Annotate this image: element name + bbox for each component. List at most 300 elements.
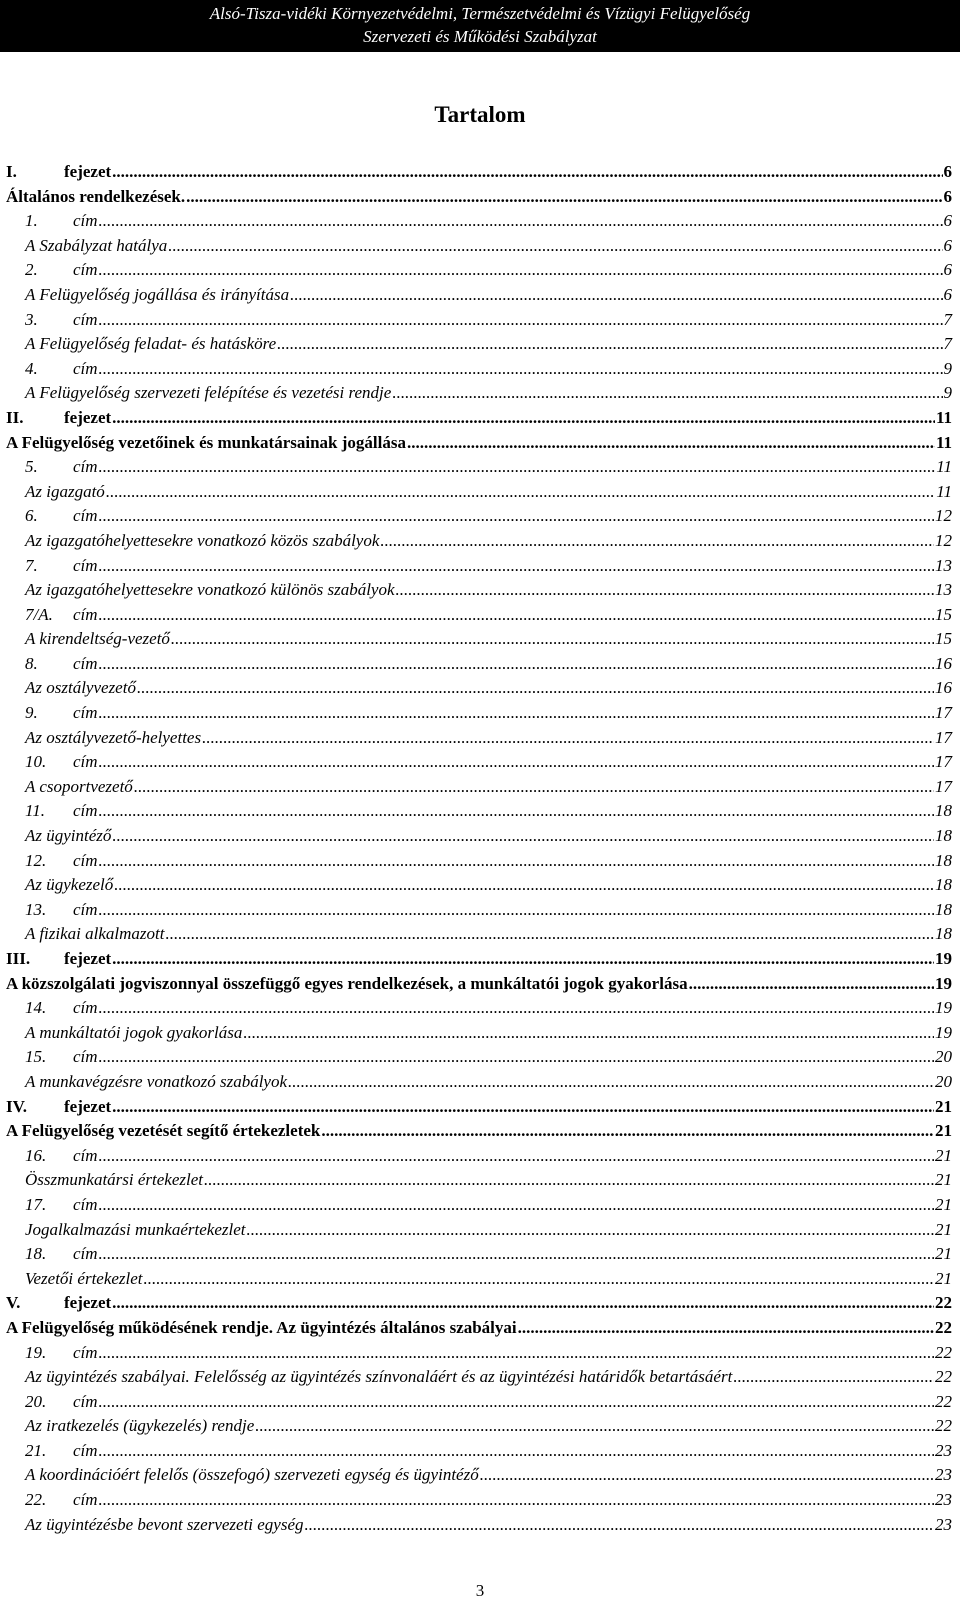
toc-entry-page: 22: [935, 1367, 952, 1387]
dot-leader: [99, 554, 934, 579]
toc-entry-text: A koordinációért felelős (összefogó) szervezeti egység és ügyintéző: [25, 1465, 479, 1485]
toc-entry-text: A munkavégzésre vonatkozó szabályok: [25, 1071, 288, 1091]
toc-entry-number: 6.: [25, 506, 38, 526]
toc-entry-label: [25, 1513, 304, 1538]
toc-entry-label: [25, 1070, 287, 1095]
toc-entry[interactable]: [6, 1045, 952, 1070]
toc-entry-text: cím: [73, 752, 98, 772]
toc-entry-label: [25, 1021, 242, 1046]
toc-entry[interactable]: [6, 406, 952, 431]
toc-entry-label: [25, 603, 98, 628]
toc-entry-label: [25, 209, 98, 234]
dot-leader: [243, 1021, 934, 1046]
toc-entry-text: A fizikai alkalmazott: [25, 924, 165, 944]
toc-entry-page: 6: [943, 211, 952, 231]
toc-entry-label: [25, 1439, 98, 1464]
running-header: [0, 0, 960, 52]
dot-leader: [99, 504, 934, 529]
dot-leader: [518, 1316, 934, 1341]
toc-entry-label: [6, 1316, 517, 1341]
dot-leader: [290, 283, 942, 308]
toc-entry-page: 13: [935, 555, 952, 575]
dot-leader: [99, 603, 934, 628]
toc-entry-page: 20: [935, 1071, 952, 1091]
toc-entry-page: 18: [935, 801, 952, 821]
toc-entry-text: A Felügyelőség szervezeti felépítése és vezetési rendje: [25, 383, 392, 403]
toc-entry-number: 8.: [25, 653, 38, 673]
toc-entry-label: [25, 1488, 98, 1513]
toc-entry[interactable]: [6, 947, 952, 972]
toc-entry-text: Vezetői értekezlet: [25, 1268, 143, 1288]
toc-entry-text: Összmunkatársi értekezlet: [25, 1170, 204, 1190]
toc-entry-number: III.: [6, 949, 31, 968]
dot-leader: [144, 1267, 934, 1292]
toc-entry-text: A csoportvezető: [25, 776, 133, 796]
toc-entry-page: 20: [935, 1047, 952, 1067]
dot-leader: [99, 209, 943, 234]
toc-entry-label: [25, 898, 98, 923]
dot-leader: [99, 455, 936, 480]
toc-entry-text: A Felügyelőség feladat- és hatásköre: [25, 334, 277, 354]
toc-entry-text: cím: [73, 801, 98, 821]
toc-entry-number: 4.: [25, 358, 38, 378]
toc-entry[interactable]: [6, 1316, 952, 1341]
toc-entry-text: cím: [73, 899, 98, 919]
toc-entry[interactable]: [6, 652, 952, 677]
toc-entry[interactable]: [6, 234, 952, 259]
toc-entry-label: [25, 455, 98, 480]
toc-entry-number: 7/A.: [25, 604, 53, 624]
toc-entry[interactable]: [6, 209, 952, 234]
toc-entry-page: 13: [935, 580, 952, 600]
dot-leader: [168, 234, 942, 259]
toc-entry-page: 6: [943, 186, 952, 206]
toc-entry-page: 17: [935, 752, 952, 772]
dot-leader: [99, 1439, 934, 1464]
dot-leader: [288, 1070, 934, 1095]
toc-entry-number: 5.: [25, 457, 38, 477]
toc-entry-number: 10.: [25, 752, 47, 772]
toc-entry-number: 18.: [25, 1244, 47, 1264]
toc-entry[interactable]: [6, 824, 952, 849]
toc-entry[interactable]: [6, 578, 952, 603]
dot-leader: [480, 1463, 934, 1488]
toc-entry[interactable]: [6, 922, 952, 947]
dot-leader: [305, 1513, 934, 1538]
toc-entry-text: Az ügyintéző: [25, 826, 112, 846]
toc-entry-label: [25, 283, 289, 308]
dot-leader: [99, 357, 943, 382]
toc-entry[interactable]: [6, 1488, 952, 1513]
toc-entry-label: [25, 332, 276, 357]
toc-entry-text: cím: [73, 1145, 98, 1165]
toc-entry[interactable]: [6, 1390, 952, 1415]
dot-leader: [733, 1365, 934, 1390]
toc-entry-page: 17: [935, 703, 952, 723]
dot-leader: [99, 1045, 934, 1070]
toc-entry-label: [6, 1119, 320, 1144]
toc-entry-number: 7.: [25, 555, 38, 575]
toc-entry[interactable]: [6, 799, 952, 824]
toc-entry-text: fejezet: [64, 949, 112, 968]
dot-leader: [112, 1095, 934, 1120]
toc-entry[interactable]: [6, 676, 952, 701]
toc-entry[interactable]: [6, 627, 952, 652]
toc-entry[interactable]: [6, 972, 952, 997]
toc-entry-page: 9: [943, 358, 952, 378]
toc-title: Tartalom: [434, 102, 526, 127]
toc-entry-label: [25, 1463, 479, 1488]
toc-entry-text: cím: [73, 211, 98, 231]
toc-entry[interactable]: [6, 332, 952, 357]
toc-entry-page: 6: [943, 235, 952, 255]
toc-entry-page: 11: [936, 481, 952, 501]
toc-entry-text: cím: [73, 260, 98, 280]
toc-entry-page: 7: [943, 334, 952, 354]
toc-entry-page: 16: [935, 653, 952, 673]
dot-leader: [134, 775, 934, 800]
toc-entry-page: 18: [935, 850, 952, 870]
toc-entry[interactable]: [6, 849, 952, 874]
toc-entry-label: [25, 504, 98, 529]
toc-entry-number: 12.: [25, 850, 47, 870]
toc-entry[interactable]: [6, 504, 952, 529]
header-organization: Alsó-Tisza-vidéki Környezetvédelmi, Természetvédelmi és Vízügyi Felügyelőség: [209, 4, 751, 23]
toc-entry-text: cím: [73, 1194, 98, 1214]
dot-leader: [246, 1218, 934, 1243]
dot-leader: [277, 332, 942, 357]
toc-entry-text: cím: [73, 1047, 98, 1067]
toc-entry-text: cím: [73, 1391, 98, 1411]
toc-entry[interactable]: [6, 1439, 952, 1464]
toc-entry-page: 18: [935, 826, 952, 846]
toc-entry-page: 9: [943, 383, 952, 403]
toc-entry-page: 19: [935, 998, 952, 1018]
dot-leader: [99, 308, 943, 333]
toc-entry-page: 12: [935, 506, 952, 526]
dot-leader: [99, 1242, 934, 1267]
toc-entry-label: [25, 357, 98, 382]
toc-entry-page: 11: [935, 407, 952, 427]
toc-entry-page: 16: [935, 678, 952, 698]
toc-entry-number: II.: [6, 407, 24, 427]
toc-entry-page: 22: [935, 1293, 952, 1313]
toc-entry-number: 17.: [25, 1194, 47, 1214]
dot-leader: [112, 160, 942, 185]
toc-entry-page: 22: [935, 1342, 952, 1362]
dot-leader: [99, 258, 943, 283]
toc-entry[interactable]: [6, 1119, 952, 1144]
toc-entry[interactable]: [6, 431, 952, 456]
toc-entry[interactable]: [6, 1144, 952, 1169]
toc-entry-label: [25, 1341, 98, 1366]
dot-leader: [99, 799, 934, 824]
toc-entry-label: [6, 1291, 111, 1316]
toc-entry-text: cím: [73, 703, 98, 723]
toc-entry-page: 19: [935, 949, 952, 968]
toc-entry-label: [25, 922, 164, 947]
toc-entry[interactable]: [6, 898, 952, 923]
toc-entry[interactable]: [6, 1242, 952, 1267]
dot-leader: [99, 1193, 934, 1218]
dot-leader: [99, 750, 934, 775]
toc-entry-label: [6, 431, 406, 456]
dot-leader: [99, 1144, 934, 1169]
toc-entry-text: Az iratkezelés (ügykezelés) rendje: [25, 1416, 255, 1436]
toc-entry[interactable]: [6, 283, 952, 308]
toc-entry-label: [6, 160, 111, 185]
toc-entry-page: 18: [935, 875, 952, 895]
toc-entry[interactable]: [6, 258, 952, 283]
toc-entry-page: 15: [935, 629, 952, 649]
dot-leader: [99, 1341, 934, 1366]
toc-entry-text: cím: [73, 653, 98, 673]
toc-entry-label: [25, 1193, 98, 1218]
toc-entry-text: cím: [73, 457, 98, 477]
toc-entry-label: [25, 652, 98, 677]
toc-entry-page: 15: [935, 604, 952, 624]
toc-entry-text: A Felügyelőség működésének rendje. Az ügyintézés általános szabályai: [6, 1317, 517, 1337]
toc-entry-page: 17: [935, 776, 952, 796]
toc-entry-text: A Felügyelőség jogállása és irányítása: [25, 284, 290, 304]
dot-leader: [106, 480, 935, 505]
toc-entry-label: [25, 554, 98, 579]
dot-leader: [99, 898, 934, 923]
toc-entry-label: [25, 1218, 245, 1243]
toc-entry-number: 19.: [25, 1342, 47, 1362]
toc-entry-page: 6: [943, 162, 952, 181]
toc-entry[interactable]: [6, 1070, 952, 1095]
toc-entry-text: Az ügykezelő: [25, 875, 114, 895]
toc-entry-label: [25, 1144, 98, 1169]
dot-leader: [112, 947, 934, 972]
toc-entry-label: [25, 676, 136, 701]
toc-entry-label: [6, 947, 111, 972]
toc-entry[interactable]: [6, 1021, 952, 1046]
toc-entry-label: [25, 480, 105, 505]
toc-entry-page: 17: [935, 727, 952, 747]
toc-entry[interactable]: [6, 554, 952, 579]
toc-entry[interactable]: [6, 996, 952, 1021]
toc-entry-label: [25, 1168, 203, 1193]
toc-entry-label: [25, 996, 98, 1021]
dot-leader: [112, 824, 934, 849]
toc-entry-page: 18: [935, 924, 952, 944]
toc-entry-text: Az igazgatóhelyettesekre vonatkozó közös szabályok: [25, 530, 380, 550]
toc-entry-label: [25, 1414, 254, 1439]
dot-leader: [137, 676, 934, 701]
dot-leader: [99, 996, 934, 1021]
toc-entry-label: [25, 873, 113, 898]
toc-entry-number: V.: [6, 1293, 21, 1313]
toc-entry-text: cím: [73, 358, 98, 378]
toc-entry-text: cím: [73, 1244, 98, 1264]
toc-entry[interactable]: [6, 1513, 952, 1538]
toc-entry-label: [25, 258, 98, 283]
toc-entry-text: Az igazgatóhelyettesekre vonatkozó különös szabályok: [25, 580, 395, 600]
toc-entry-page: 22: [935, 1416, 952, 1436]
toc-entry-text: cím: [73, 998, 98, 1018]
dot-leader: [392, 381, 942, 406]
toc-entry-label: [25, 627, 170, 652]
toc-entry-label: [25, 1242, 98, 1267]
toc-entry-label: [25, 1390, 98, 1415]
table-of-contents: [6, 160, 952, 1537]
toc-entry-label: [25, 1045, 98, 1070]
toc-entry-number: 2.: [25, 260, 38, 280]
toc-entry-label: [25, 308, 98, 333]
dot-leader: [99, 1390, 934, 1415]
toc-entry[interactable]: [6, 750, 952, 775]
toc-entry-text: Jogalkalmazási munkaértekezlet: [25, 1219, 246, 1239]
dot-leader: [99, 1488, 934, 1513]
toc-entry-label: [25, 234, 167, 259]
toc-entry-page: 18: [935, 899, 952, 919]
dot-leader: [99, 652, 934, 677]
toc-entry[interactable]: [6, 480, 952, 505]
toc-entry-text: cím: [73, 555, 98, 575]
toc-entry[interactable]: [6, 1341, 952, 1366]
toc-entry-page: 11: [935, 432, 952, 452]
toc-entry-page: 21: [935, 1145, 952, 1165]
toc-entry-page: 19: [935, 1022, 952, 1042]
dot-leader: [689, 972, 934, 997]
toc-entry[interactable]: [6, 873, 952, 898]
toc-entry-number: 11.: [25, 801, 45, 821]
toc-entry-page: 21: [935, 1194, 952, 1214]
dot-leader: [255, 1414, 934, 1439]
toc-entry-label: [25, 750, 98, 775]
toc-entry-page: 23: [935, 1465, 952, 1485]
toc-entry-label: [25, 381, 391, 406]
toc-entry-text: cím: [73, 850, 98, 870]
toc-entry[interactable]: [6, 1365, 952, 1390]
toc-entry[interactable]: [6, 603, 952, 628]
toc-entry-label: [25, 775, 133, 800]
toc-entry-text: fejezet: [64, 162, 112, 181]
toc-entry-page: 21: [935, 1121, 952, 1141]
toc-entry-number: 16.: [25, 1145, 47, 1165]
toc-entry-page: 12: [935, 530, 952, 550]
toc-entry-number: 3.: [25, 309, 38, 329]
toc-entry-page: 11: [936, 457, 952, 477]
toc-entry-page: 7: [943, 309, 952, 329]
toc-entry-page: 23: [935, 1440, 952, 1460]
toc-entry-label: [6, 406, 111, 431]
toc-entry-text: Az igazgató: [25, 481, 105, 501]
toc-entry-number: 13.: [25, 899, 47, 919]
dot-leader: [99, 701, 934, 726]
dot-leader: [204, 1168, 934, 1193]
toc-entry-page: 19: [935, 973, 952, 993]
toc-entry[interactable]: [6, 357, 952, 382]
toc-entry-number: 1.: [25, 211, 38, 231]
dot-leader: [114, 873, 934, 898]
toc-entry-page: 22: [935, 1317, 952, 1337]
toc-entry-page: 21: [935, 1268, 952, 1288]
dot-leader: [165, 922, 934, 947]
toc-entry-page: 21: [935, 1219, 952, 1239]
toc-entry-text: A munkáltatói jogok gyakorlása: [25, 1022, 243, 1042]
toc-entry-text: cím: [73, 604, 98, 624]
toc-entry-page: 23: [935, 1490, 952, 1510]
dot-leader: [396, 578, 934, 603]
toc-entry[interactable]: [6, 701, 952, 726]
toc-entry[interactable]: [6, 185, 952, 210]
toc-entry-text: Az ügyintézésbe bevont szervezeti egység: [25, 1514, 304, 1534]
toc-entry[interactable]: [6, 1193, 952, 1218]
toc-entry[interactable]: [6, 1414, 952, 1439]
toc-entry-page: 6: [943, 284, 952, 304]
toc-entry-label: [25, 824, 111, 849]
toc-entry-page: 6: [943, 260, 952, 280]
toc-entry[interactable]: [6, 455, 952, 480]
toc-entry-number: 15.: [25, 1047, 47, 1067]
toc-entry[interactable]: [6, 1095, 952, 1120]
toc-entry-label: [25, 799, 98, 824]
toc-entry-number: I.: [6, 162, 17, 181]
toc-entry-text: A Szabályzat hatálya: [25, 235, 168, 255]
toc-entry[interactable]: [6, 308, 952, 333]
toc-entry-label: [25, 701, 98, 726]
toc-entry[interactable]: [6, 1218, 952, 1243]
toc-entry-text: cím: [73, 506, 98, 526]
toc-entry-number: 20.: [25, 1391, 47, 1411]
toc-entry[interactable]: [6, 1463, 952, 1488]
toc-entry-text: Általános rendelkezések.: [6, 186, 186, 206]
toc-entry[interactable]: [6, 1267, 952, 1292]
dot-leader: [112, 406, 935, 431]
toc-entry-text: fejezet: [64, 1293, 112, 1313]
dot-leader: [99, 849, 934, 874]
toc-entry-text: A Felügyelőség vezetőinek és munkatársainak jogállása: [6, 432, 406, 452]
toc-entry-text: fejezet: [64, 1096, 112, 1116]
dot-leader: [380, 529, 934, 554]
toc-entry-number: 21.: [25, 1440, 47, 1460]
toc-entry[interactable]: [6, 1168, 952, 1193]
header-document-title: Szervezeti és Működési Szabályzat: [363, 27, 597, 46]
toc-entry-text: cím: [73, 1490, 98, 1510]
toc-entry-number: 9.: [25, 703, 38, 723]
toc-entry-number: 14.: [25, 998, 47, 1018]
toc-entry-text: cím: [73, 1342, 98, 1362]
dot-leader: [321, 1119, 934, 1144]
toc-entry-page: 21: [935, 1244, 952, 1264]
toc-entry-text: cím: [73, 1440, 98, 1460]
toc-entry[interactable]: [6, 775, 952, 800]
toc-entry-label: [25, 529, 379, 554]
toc-entry-text: Az osztályvezető-helyettes: [25, 727, 202, 747]
toc-entry[interactable]: [6, 160, 952, 185]
toc-entry-text: A kirendeltség-vezető: [25, 629, 170, 649]
toc-entry[interactable]: [6, 381, 952, 406]
toc-entry-number: IV.: [6, 1096, 27, 1116]
dot-leader: [186, 185, 942, 210]
toc-entry-label: [6, 185, 185, 210]
toc-entry-page: 21: [935, 1170, 952, 1190]
toc-entry-number: 22.: [25, 1490, 47, 1510]
toc-entry[interactable]: [6, 529, 952, 554]
toc-entry[interactable]: [6, 1291, 952, 1316]
toc-entry-label: [25, 726, 201, 751]
page-number: 3: [475, 1581, 485, 1600]
toc-entry-text: A Felügyelőség vezetését segítő értekezletek: [6, 1121, 321, 1141]
toc-entry-page: 23: [935, 1514, 952, 1534]
toc-entry[interactable]: [6, 726, 952, 751]
dot-leader: [202, 726, 934, 751]
toc-entry-text: Az ügyintézés szabályai. Felelősség az ügyintézés színvonaláért és az ügyintézési határidők betartásáért: [25, 1367, 733, 1387]
toc-entry-label: [25, 849, 98, 874]
